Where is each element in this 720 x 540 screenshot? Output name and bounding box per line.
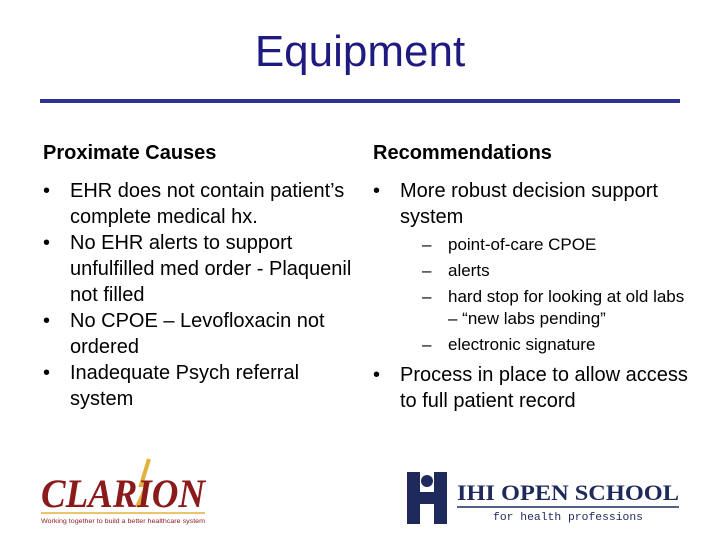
recommendations-list xyxy=(373,178,693,414)
list-item xyxy=(43,360,353,412)
clarion-logo xyxy=(37,455,213,527)
bullet-glyph: • xyxy=(43,232,51,254)
clarion-logo-wordmark: CLARION xyxy=(41,471,207,516)
dash-glyph: – xyxy=(422,287,432,306)
sub-list-item-text: hard stop for looking at old labs – “new labs pending” xyxy=(448,287,685,328)
proximate-causes-heading: Proximate Causes xyxy=(43,142,217,164)
list-item-text: No EHR alerts to support unfulfilled med order - Plaquenil not filled xyxy=(70,232,352,306)
sub-list-item xyxy=(422,234,693,256)
ihi-logo-wordmark: IHI OPEN SCHOOL xyxy=(457,480,679,505)
sub-list-item-text: electronic signature xyxy=(448,335,596,354)
recommendations-column xyxy=(373,140,693,414)
list-item xyxy=(43,308,353,360)
list-item-text: More robust decision support system xyxy=(400,180,658,228)
sub-list-item-text: alerts xyxy=(448,261,490,280)
bullet-glyph: • xyxy=(43,362,51,384)
bullet-glyph: • xyxy=(373,364,381,386)
list-item-text: No CPOE – Levofloxacin not ordered xyxy=(70,310,325,358)
ihi-open-school-logo xyxy=(403,470,685,526)
slide-title: Equipment xyxy=(254,27,466,76)
list-item xyxy=(43,178,353,230)
bullet-glyph: • xyxy=(43,310,51,332)
dash-glyph: – xyxy=(422,335,432,354)
ihi-logo-tagline: for health professions xyxy=(493,512,643,524)
sub-list-item xyxy=(422,334,693,356)
proximate-causes-column xyxy=(43,140,353,412)
list-item xyxy=(373,178,693,356)
list-item-text: Process in place to allow access to full patient record xyxy=(400,364,688,412)
sub-list xyxy=(400,234,693,356)
clarion-logo-tagline: Working together to build a better healthcare system xyxy=(41,519,205,525)
title-divider xyxy=(40,99,680,103)
proximate-causes-list xyxy=(43,178,353,412)
sub-list-item-text: point-of-care CPOE xyxy=(448,235,597,254)
dash-glyph: – xyxy=(422,235,432,254)
recommendations-heading: Recommendations xyxy=(373,142,552,164)
list-item xyxy=(373,362,693,414)
ihi-emblem-icon xyxy=(407,472,447,524)
dash-glyph: – xyxy=(422,261,432,280)
sub-list-item xyxy=(422,286,693,330)
list-item-text: Inadequate Psych referral system xyxy=(70,362,300,410)
sub-list-item xyxy=(422,260,693,282)
list-item-text: EHR does not contain patient’s complete medical hx. xyxy=(70,180,345,228)
list-item xyxy=(43,230,353,308)
bullet-glyph: • xyxy=(43,180,51,202)
bullet-glyph: • xyxy=(373,180,381,202)
